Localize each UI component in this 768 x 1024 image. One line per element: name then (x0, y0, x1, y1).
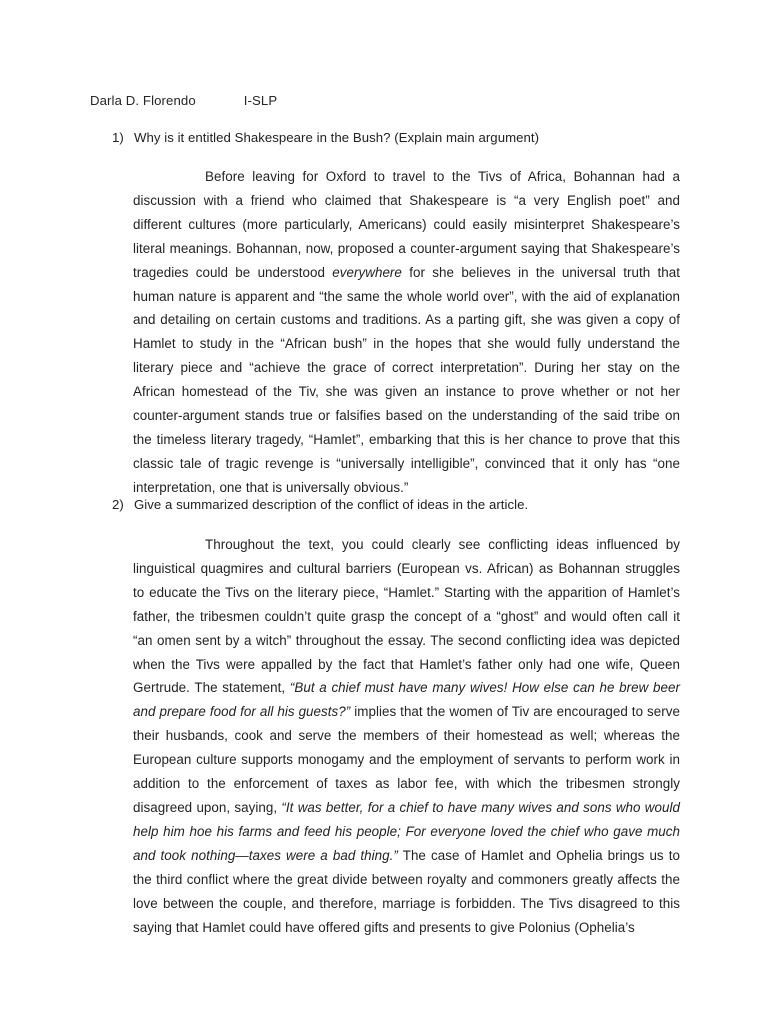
document-header (90, 92, 277, 109)
italic-run: “It was better, for a chief to have many wives and sons who would help him hoe his farms and feed his people; For everyone loved the chief who gave much and took nothing—taxes were a bad thing.” (133, 799, 680, 863)
author-name: Darla D. Florendo (90, 93, 196, 108)
question-item-2 (112, 496, 692, 514)
text-run: implies that the women of Tiv are encouraged to serve their husbands, cook and serve the members of their homestead as well; whereas the European culture supports monogamy and the employment of servants to perform work in addition to the enforcement of taxes as labor fee, with which the tribesmen strongly disagreed upon, saying, (133, 704, 680, 815)
text-run: Throughout the text, you could clearly see conflicting ideas influenced by linguistical quagmires and cultural barriers (European vs. African) as Bohannan struggles to educate the Tivs on the literary piece, “Hamlet.” Starting with the apparition of Hamlet’s father, the tribesmen couldn’t quite grasp the concept of a “ghost” and would often call it “an omen sent by a witch” throughout the essay. The second conflicting idea was depicted when the Tivs were appalled by the fact that Hamlet’s father only had one wife, Queen Gertrude. The statement, (133, 537, 680, 696)
italic-run: “But a chief must have many wives! How else can he brew beer and prepare food for all his guests?” (133, 680, 680, 720)
text-run: The case of Hamlet and Ophelia brings us to the third conflict where the great divide between royalty and commoners greatly affects the love between the couple, and therefore, marriage is forbidden. The Tivs disagreed to this saying that Hamlet could have offered gifts and presents to give Polonius (Ophelia’s (133, 847, 680, 935)
answer-2-body (133, 537, 680, 935)
question-item-1 (112, 129, 692, 147)
question-text-2: Give a summarized description of the conflict of ideas in the article. (134, 497, 529, 512)
question-text-1: Why is it entitled Shakespeare in the Bush? (Explain main argument) (134, 130, 540, 145)
italic-run: everywhere (332, 264, 402, 280)
answer-paragraph-2 (133, 533, 680, 939)
answer-paragraph-1 (133, 165, 680, 500)
question-marker-1: 1) (112, 130, 124, 145)
text-run: for she believes in the universal truth that human nature is apparent and “the same the whole world over”, with the aid of explanation and detailing on certain customs and traditions. As a parting gift, she was given a copy of Hamlet to study in the “African bush” in the hopes that she would fully understand the literary piece and “achieve the grace of correct interpretation”. During her stay on the African homestead of the Tiv, she was given an instance to prove whether or not her counter-argument stands true or falsifies based on the understanding of the said tribe on the timeless literary tragedy, “Hamlet”, embarking that this is her chance to prove that this classic tale of tragic revenge is “universally intelligible”, convinced that it only has “one interpretation, one that is universally obvious.” (133, 264, 680, 495)
answer-1-body (133, 169, 680, 495)
question-marker-2: 2) (112, 497, 124, 512)
section-label: I-SLP (243, 93, 278, 108)
text-run: Before leaving for Oxford to travel to the Tivs of Africa, Bohannan had a discussion with a friend who claimed that Shakespeare is “a very English poet” and different cultures (more particularly, Americans) could easily misinterpret Shakespeare’s literal meanings. Bohannan, now, proposed a counter-argument saying that Shakespeare’s tragedies could be understood (133, 169, 680, 280)
